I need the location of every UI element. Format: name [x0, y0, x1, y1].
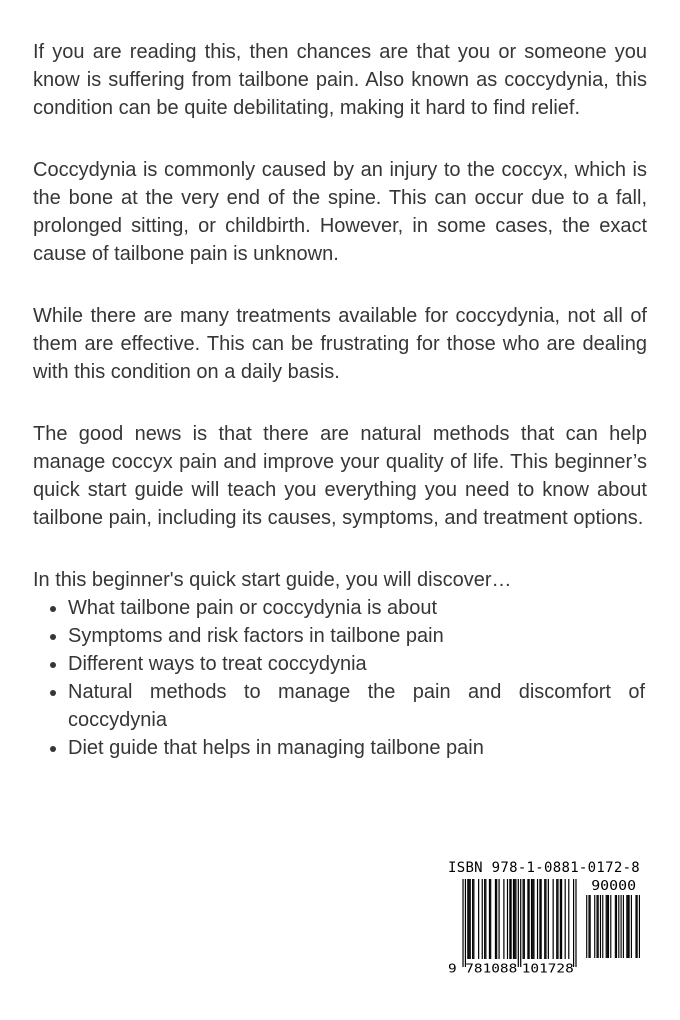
paragraph-good-news: The good news is that there are natural methods that can help manage coccyx pain and improve your quality of life. This beginner’s quick start guide will teach you everything you need to know about tailbone pain, including its causes, symptoms, and treatment options.	[33, 423, 647, 529]
list-item: • Natural methods to manage the pain and discomfort of coccydynia	[68, 678, 647, 734]
isbn-barcode	[448, 860, 640, 974]
list-item: • Diet guide that helps in managing tailbone pain	[68, 734, 647, 762]
paragraph-causes: Coccydynia is commonly caused by an injury to the coccyx, which is the bone at the very end of the spine. This can occur due to a fall, prolonged sitting, or childbirth. However, in some cases, the exact cause of tailbone pain is unknown.	[33, 159, 647, 265]
paragraph-intro: If you are reading this, then chances are that you or someone you know is suffering from tailbone pain. Also known as coccydynia, this condition can be quite debilitating, making it hard to find relief.	[33, 41, 647, 119]
list-item: • What tailbone pain or coccydynia is about	[68, 594, 647, 622]
discover-list	[33, 594, 647, 762]
barcode-bars	[462, 879, 576, 967]
ean5-supplement-barcode-image	[585, 879, 640, 958]
supplement-bars	[586, 895, 640, 958]
isbn-number-label: ISBN 978-1-0881-0172-8	[448, 860, 641, 876]
supplement-price-code: 90000	[591, 879, 637, 894]
ean-left-digits: 781088	[465, 962, 518, 974]
ean-right-digits: 101728	[521, 962, 574, 974]
discover-intro: In this beginner's quick start guide, you will discover…	[33, 569, 512, 591]
ean-lead-digit: 9	[448, 962, 457, 974]
blurb-text	[33, 38, 647, 762]
paragraph-treatments: While there are many treatments available for coccydynia, not all of them are effective. This can be frustrating for those who are dealing with this condition on a daily basis.	[33, 305, 647, 383]
list-item: • Different ways to treat coccydynia	[68, 650, 647, 678]
ean13-barcode-image	[448, 879, 579, 974]
list-item: • Symptoms and risk factors in tailbone pain	[68, 622, 647, 650]
